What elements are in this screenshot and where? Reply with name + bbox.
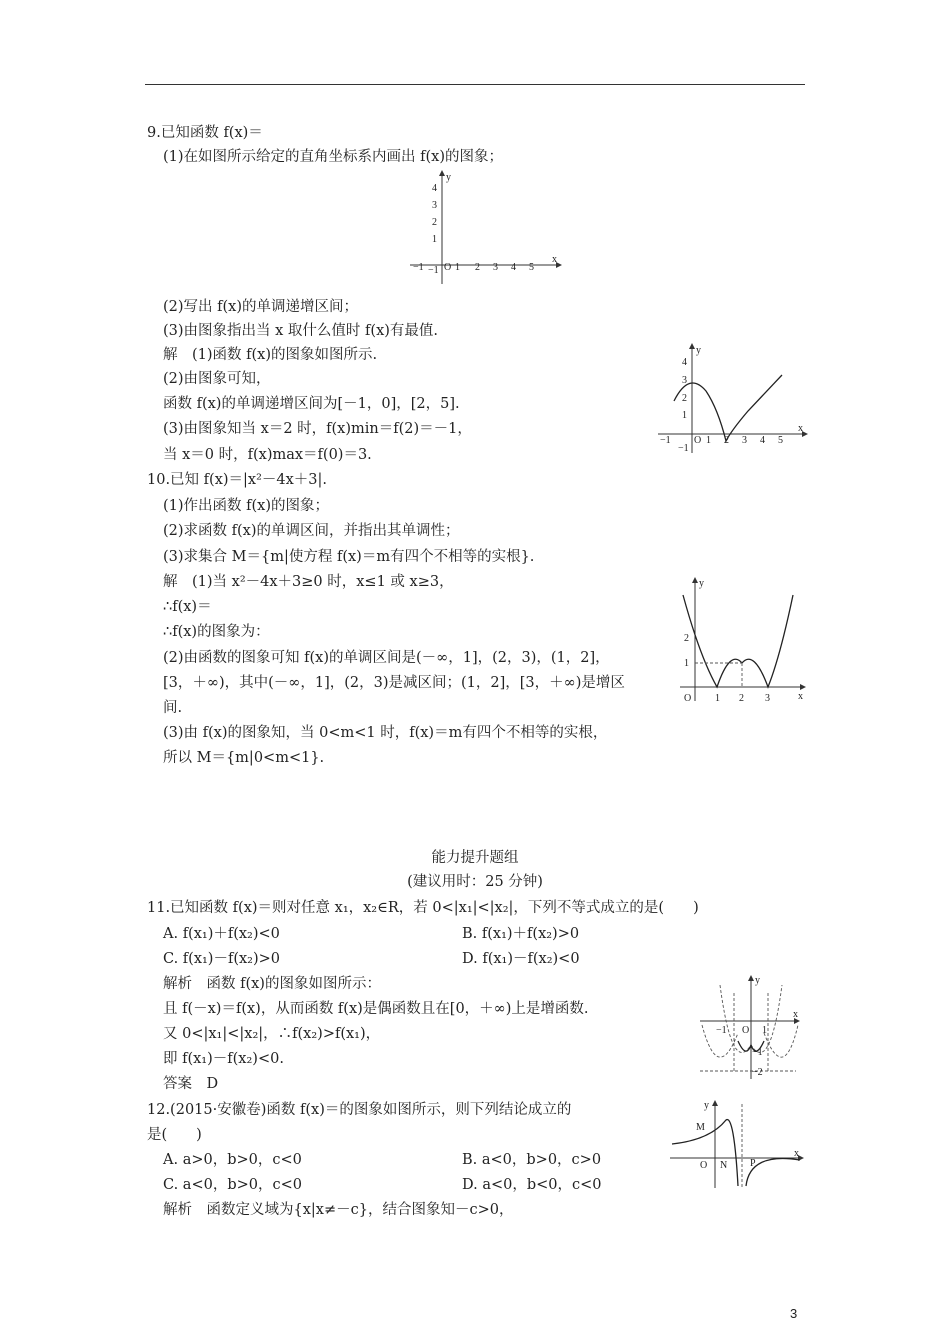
problem-10-solution-2: ∴f(x)＝ [163,599,212,615]
fig4-x-label: x [793,1009,798,1020]
fig3-tick-y-2: 2 [684,633,689,644]
fig4-label-neg1-x: −1 [716,1025,727,1036]
fig3-tick-x-1: 1 [715,693,720,704]
fig1-tick-x-2: 2 [475,262,480,273]
problem-10-solution-7: (3)由 f(x)的图象知，当 0<m<1 时，f(x)＝m有四个不相等的实根， [163,725,608,741]
problem-10-part-1: (1)作出函数 f(x)的图象； [163,498,330,514]
page-number: 3 [790,1306,798,1321]
problem-9-solution-4: (3)由图象知当 x＝2 时，f(x)min＝f(2)＝－1， [163,421,472,437]
fig1-origin: O [444,262,452,273]
section-subtitle: (建议用时：25 分钟) [407,874,543,890]
fig1-tick-y-4: 4 [432,183,437,194]
fig3-y-label: y [699,578,704,589]
fig2-tick-y-4: 4 [682,357,687,368]
problem-10-solution-6: 间. [163,700,183,716]
problem-12-stem-cont: 是( ) [147,1127,202,1143]
fig2-tick-y-1: 1 [682,410,687,421]
fig1-tick-y-3: 3 [432,200,437,211]
fig1-tick-x-neg1: −1 [413,262,424,273]
figure-solution-graph-11 [698,975,800,1083]
figure-solution-graph-10 [680,577,810,707]
fig2-tick-y-neg1: −1 [678,443,689,454]
problem-11-option-b: B. f(x₁)＋f(x₂)>0 [462,926,580,942]
header-rule [145,84,805,85]
fig1-tick-x-4: 4 [511,262,516,273]
figure-solution-graph-9 [658,345,808,457]
fig2-x-label: x [798,423,803,434]
problem-9-solution-3: 函数 f(x)的单调递增区间为[－1，0]，[2，5]. [163,396,460,412]
fig1-tick-x-1: 1 [455,262,460,273]
fig5-label-n: N [720,1160,728,1171]
problem-12-option-d: D. a<0，b<0，c<0 [462,1177,602,1193]
fig3-tick-x-3: 3 [765,693,770,704]
fig2-tick-x-2: 2 [724,435,729,446]
problem-12-option-a: A. a>0，b>0，c<0 [163,1152,302,1168]
fig5-label-m: M [696,1122,705,1133]
problem-9-solution-2: (2)由图象可知， [163,371,271,387]
problem-12-option-b: B. a<0，b>0，c>0 [462,1152,602,1168]
fig2-tick-x-1: 1 [706,435,711,446]
problem-10-solution-8: 所以 M＝{m|0<m<1}. [163,750,325,766]
fig2-tick-x-4: 4 [760,435,765,446]
problem-10-part-2: (2)求函数 f(x)的单调区间，并指出其单调性； [163,523,460,539]
fig3-x-label: x [798,691,803,702]
fig1-tick-y-2: 2 [432,217,437,228]
fig4-label-1-x: 1 [762,1025,767,1036]
fig2-tick-y-3: 3 [682,375,687,386]
problem-11-option-a: A. f(x₁)＋f(x₂)<0 [163,926,280,942]
problem-12-option-c: C. a<0，b>0，c<0 [163,1177,302,1193]
fig4-origin: O [742,1025,750,1036]
fig2-tick-x-5: 5 [778,435,783,446]
fig5-label-p: P [750,1158,756,1169]
problem-11-stem: 11.已知函数 f(x)＝则对任意 x₁，x₂∈R，若 0<|x₁|<|x₂|，下列不等式成立的是( ) [147,900,699,916]
problem-10-part-3: (3)求集合 M＝{m|使方程 f(x)＝m有四个不相等的实根}. [163,549,535,565]
problem-10-solution-3: ∴f(x)的图象为： [163,624,270,640]
fig5-y-label: y [704,1100,709,1111]
fig3-tick-x-2: 2 [739,693,744,704]
fig4-y-label: y [755,975,760,986]
problem-10-solution-1: 解 (1)当 x²－4x＋3≥0 时，x≤1 或 x≥3， [163,574,454,590]
problem-11-option-d: D. f(x₁)－f(x₂)<0 [462,951,580,967]
problem-11-answer: 答案 D [163,1076,219,1092]
figure-empty-coordinate-grid [410,172,560,288]
problem-11-option-c: C. f(x₁)－f(x₂)>0 [163,951,281,967]
fig1-tick-x-5: 5 [529,262,534,273]
fig2-y-label: y [696,345,701,356]
fig2-tick-y-2: 2 [682,393,687,404]
problem-10-solution-5: [3，＋∞)，其中(－∞，1]，(2，3)是减区间；(1，2]，[3，＋∞)是增区 [163,675,625,691]
problem-10-stem: 10.已知 f(x)＝|x²－4x＋3|. [147,472,328,488]
fig2-origin: O [694,435,702,446]
fig1-tick-x-3: 3 [493,262,498,273]
fig1-tick-y-1: 1 [432,234,437,245]
figure-problem-12-graph [670,1100,806,1190]
problem-12-stem: 12.(2015·安徽卷)函数 f(x)＝的图象如图所示，则下列结论成立的 [147,1102,572,1118]
problem-12-analysis-1: 解析 函数定义域为{x|x≠－c}，结合图象知－c>0， [163,1202,514,1218]
problem-11-analysis-1: 解析 函数 f(x)的图象如图所示： [163,976,381,992]
problem-10-solution-4: (2)由函数的图象可知 f(x)的单调区间是(－∞，1]，(2，3)，(1，2]， [163,650,610,666]
fig4-label-neg1-y: −1 [752,1047,763,1058]
fig4-label-neg2-y: −2 [752,1067,763,1078]
fig3-tick-y-1: 1 [684,658,689,669]
problem-11-analysis-4: 即 f(x₁)－f(x₂)<0. [163,1051,284,1067]
section-title: 能力提升题组 [431,850,519,866]
fig5-origin: O [700,1160,708,1171]
fig5-x-label: x [794,1148,799,1159]
fig1-x-label: x [552,254,557,265]
problem-9-stem: 9.已知函数 f(x)＝ [147,125,263,141]
problem-9-part-3: (3)由图象指出当 x 取什么值时 f(x)有最值. [163,323,439,339]
fig3-origin: O [684,693,692,704]
problem-9-part-1: (1)在如图所示给定的直角坐标系内画出 f(x)的图象； [163,149,504,165]
problem-9-part-2: (2)写出 f(x)的单调递增区间； [163,299,359,315]
problem-11-analysis-3: 又 0<|x₁|<|x₂|，∴f(x₂)>f(x₁)， [163,1026,381,1042]
fig1-y-label: y [446,172,451,183]
problem-11-analysis-2: 且 f(－x)＝f(x)，从而函数 f(x)是偶函数且在[0，＋∞)上是增函数. [163,1001,589,1017]
fig2-tick-x-3: 3 [742,435,747,446]
fig1-tick-y-neg1: −1 [428,265,439,276]
fig2-tick-x-neg1: −1 [660,435,671,446]
problem-9-solution-5: 当 x＝0 时，f(x)max＝f(0)＝3. [163,447,372,463]
problem-9-solution-1: 解 (1)函数 f(x)的图象如图所示. [163,347,378,363]
